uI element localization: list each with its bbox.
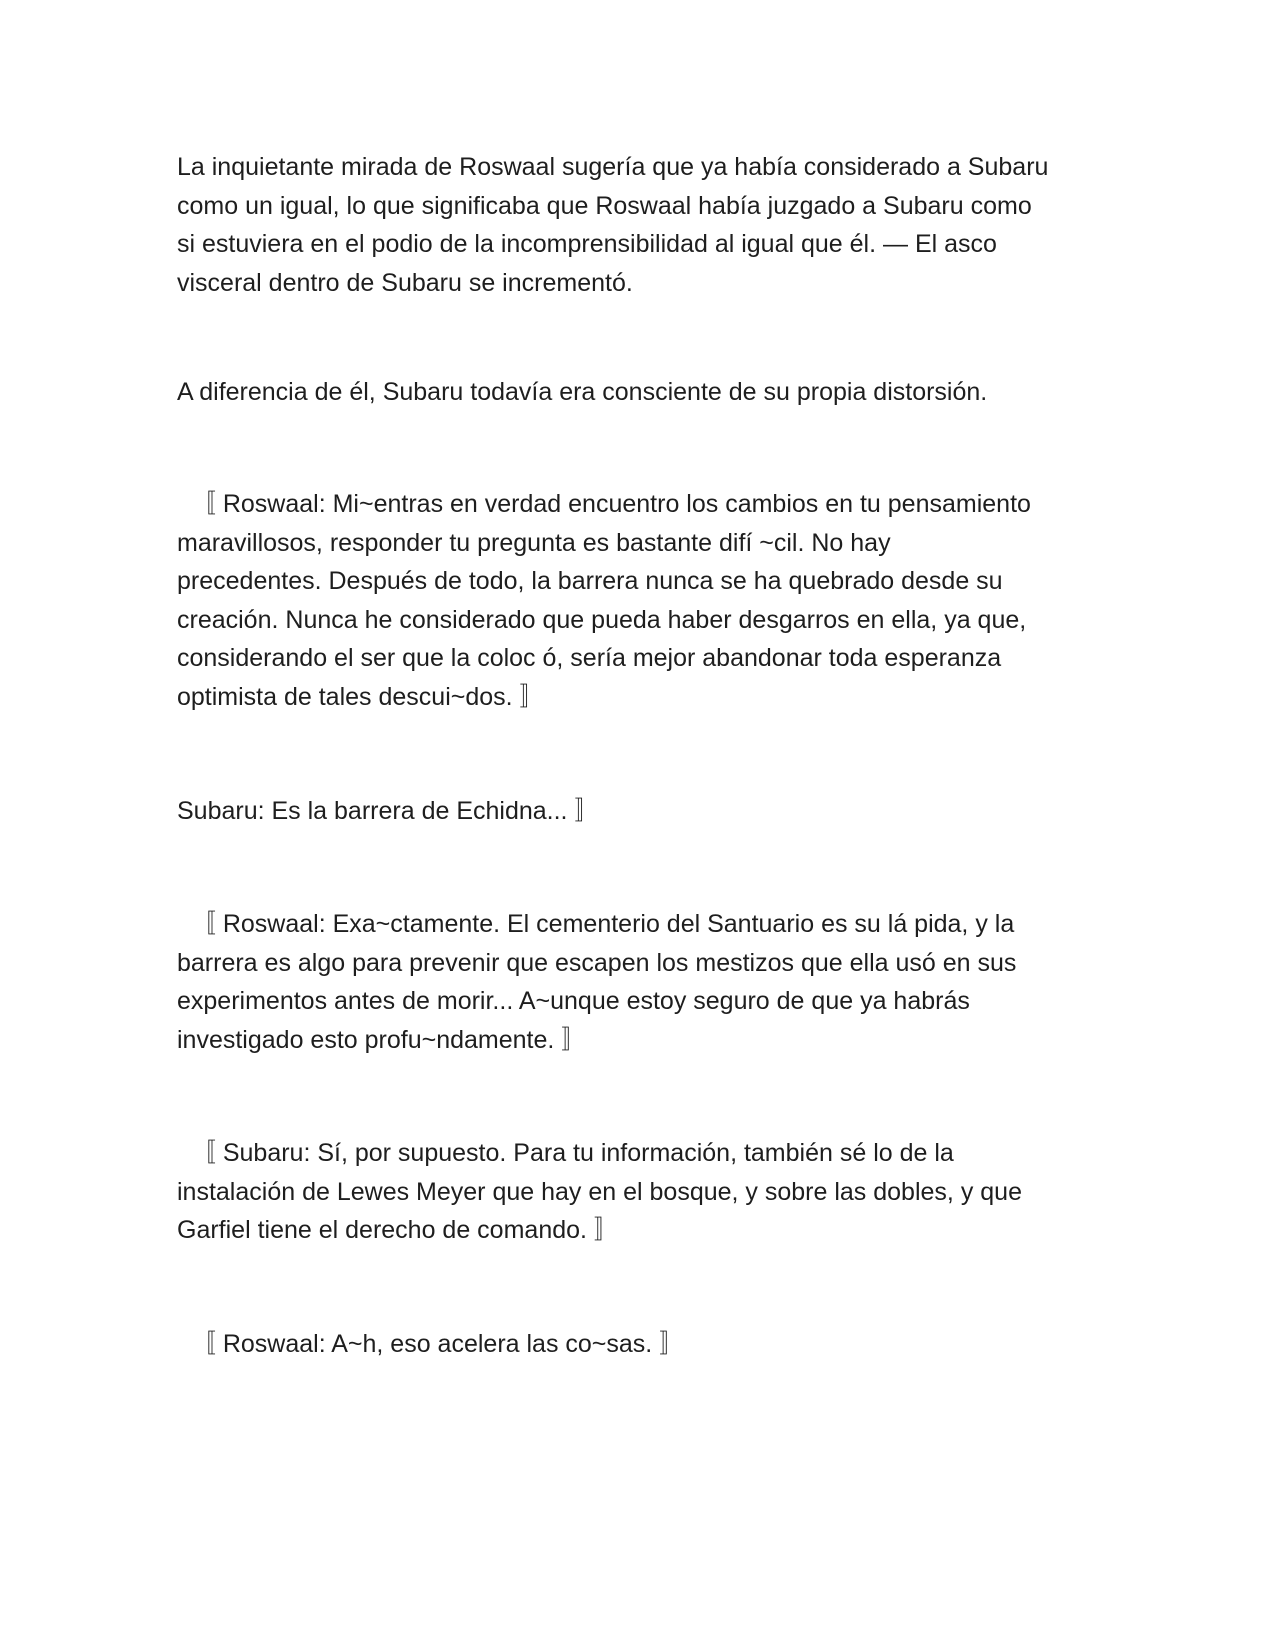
- text-line: 〚 Subaru: Sí, por supuesto. Para tu información, también sé lo de la: [177, 1139, 954, 1167]
- text-line: 〚 Roswaal: Exa~ctamente. El cementerio del Santuario es su lá pida, y la: [177, 910, 1015, 938]
- text-line: precedentes. Después de todo, la barrera nunca se ha quebrado desde su: [177, 567, 1003, 595]
- text-line: barrera es algo para prevenir que escapen los mestizos que ella usó en sus: [177, 948, 1017, 977]
- text-line: considerando el ser que la coloc ó, sería mejor abandonar toda esperanza: [177, 644, 1002, 672]
- text-line: A diferencia de él, Subaru todavía era consciente de su propia distorsión.: [177, 378, 988, 406]
- text-line: Garfiel tiene el derecho de comando. 〛: [177, 1216, 619, 1244]
- text-line: instalación de Lewes Meyer que hay en el bosque, y sobre las dobles, y que: [177, 1177, 1022, 1206]
- text-line: visceral dentro de Subaru se incrementó.: [177, 268, 633, 297]
- paragraph-dialogue-roswaal-3: [177, 1325, 1107, 1364]
- paragraph-dialogue-roswaal-2: [177, 905, 1107, 1059]
- text-line: 〚 Roswaal: Mi~entras en verdad encuentro los cambios en tu pensamiento: [177, 490, 1031, 518]
- text-line: investigado esto profu~ndamente. 〛: [177, 1025, 587, 1054]
- text-line: si estuviera en el podio de la incomprensibilidad al igual que él. — El asco: [177, 230, 997, 258]
- text-line: como un igual, lo que significaba que Roswaal había juzgado a Subaru como: [177, 191, 1032, 220]
- paragraph-narration-roswaal-gaze: [177, 148, 1107, 302]
- paragraph-dialogue-subaru-2: [177, 1134, 1107, 1250]
- text-line: experimentos antes de morir... A~unque estoy seguro de que ya habrás: [177, 987, 970, 1015]
- text-line: optimista de tales descui~dos. 〛: [177, 682, 545, 711]
- paragraph-narration-distortion: [177, 373, 1107, 412]
- paragraph-dialogue-subaru-1: [177, 792, 1107, 831]
- text-line: maravillosos, responder tu pregunta es bastante difí ~cil. No hay: [177, 528, 891, 557]
- text-line: creación. Nunca he considerado que pueda haber desgarros en ella, ya que,: [177, 605, 1027, 634]
- text-line: 〚 Roswaal: A~h, eso acelera las co~sas. 〛: [177, 1330, 685, 1358]
- text-line: La inquietante mirada de Roswaal sugería que ya había considerado a Subaru: [177, 153, 1049, 181]
- text-line: Subaru: Es la barrera de Echidna... 〛: [177, 797, 600, 825]
- paragraph-dialogue-roswaal-1: [177, 485, 1107, 716]
